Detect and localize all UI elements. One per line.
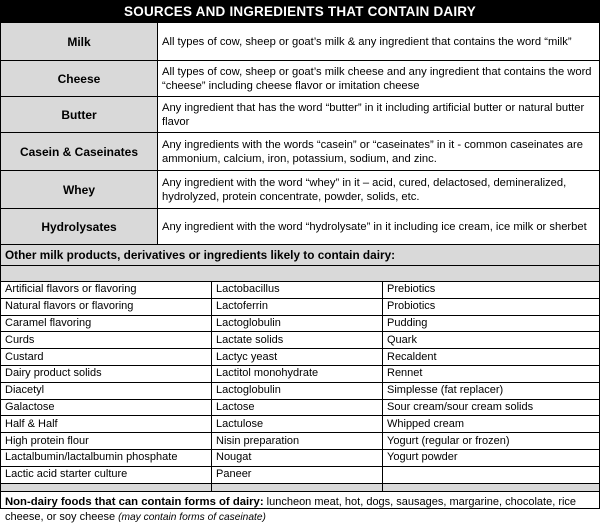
item-cell: Dairy product solids: [1, 365, 212, 382]
source-row: [1, 97, 599, 133]
item-row: [1, 365, 599, 382]
item-cell: Paneer: [212, 466, 383, 483]
item-row: [1, 349, 599, 366]
other-heading: Other milk products, derivatives or ingredients likely to contain dairy:: [1, 245, 599, 266]
item-cell: Prebiotics: [383, 282, 600, 298]
other-items-table: [1, 282, 599, 492]
item-cell: Lactoglobulin: [212, 315, 383, 332]
item-row: [1, 298, 599, 315]
page-title: SOURCES AND INGREDIENTS THAT CONTAIN DAIRY: [1, 1, 599, 23]
item-cell: High protein flour: [1, 433, 212, 450]
item-cell: Caramel flavoring: [1, 315, 212, 332]
item-cell: Artificial flavors or flavoring: [1, 282, 212, 298]
source-name: Milk: [1, 23, 158, 61]
item-cell: Curds: [1, 332, 212, 349]
source-row: [1, 171, 599, 209]
separator-cell: [212, 483, 383, 491]
spacer-row: [1, 266, 599, 282]
item-row: [1, 315, 599, 332]
item-cell: Half & Half: [1, 416, 212, 433]
source-description: All types of cow, sheep or goat’s milk cheese and any ingredient that contains the word “cheese” including cheese flavor or imitation cheese: [158, 61, 600, 97]
source-name: Casein & Caseinates: [1, 133, 158, 171]
item-cell: Diacetyl: [1, 382, 212, 399]
item-row: [1, 382, 599, 399]
item-cell: Lactate solids: [212, 332, 383, 349]
source-name: Cheese: [1, 61, 158, 97]
item-row: [1, 332, 599, 349]
item-cell: Lactitol monohydrate: [212, 365, 383, 382]
item-row: [1, 416, 599, 433]
item-row: [1, 399, 599, 416]
item-cell: Pudding: [383, 315, 600, 332]
item-row: [1, 433, 599, 450]
item-cell: Natural flavors or flavoring: [1, 298, 212, 315]
source-name: Whey: [1, 171, 158, 209]
separator-cell: [383, 483, 600, 491]
source-description: Any ingredient with the word “hydrolysate” in it including ice cream, ice milk or sherbet: [158, 209, 600, 245]
item-cell: Lactulose: [212, 416, 383, 433]
nondairy-caveat: (may contain forms of caseinate): [118, 511, 266, 523]
item-cell: Simplesse (fat replacer): [383, 382, 600, 399]
item-cell: Lactyc yeast: [212, 349, 383, 366]
item-row: [1, 282, 599, 298]
item-cell: Nougat: [212, 449, 383, 466]
separator-cell: [1, 483, 212, 491]
source-description: All types of cow, sheep or goat’s milk & any ingredient that contains the word “milk”: [158, 23, 600, 61]
item-cell: Lactalbumin/lactalbumin phosphate: [1, 449, 212, 466]
nondairy-text: luncheon meat, hot, dogs, sausages, margarine, chocolate, rice cheese, or soy cheese: [5, 495, 577, 523]
item-cell: Lactose: [212, 399, 383, 416]
item-cell: Quark: [383, 332, 600, 349]
source-row: [1, 61, 599, 97]
source-description: Any ingredients with the words “casein” or “caseinates” in it - common caseinates are ammonium, calcium, iron, potassium, sodium, and zinc.: [158, 133, 600, 171]
source-name: Butter: [1, 97, 158, 133]
source-row: [1, 133, 599, 171]
item-cell: Sour cream/sour cream solids: [383, 399, 600, 416]
item-cell: Lactoglobulin: [212, 382, 383, 399]
nondairy-label: Non-dairy foods that can contain forms of dairy:: [5, 495, 264, 508]
item-cell: Rennet: [383, 365, 600, 382]
source-description: Any ingredient with the word “whey” in it – acid, cured, delactosed, demineralized, hydrolyzed, protein concentrate, powder, solids, etc.: [158, 171, 600, 209]
item-cell: [383, 466, 600, 483]
item-cell: Custard: [1, 349, 212, 366]
source-row: [1, 209, 599, 245]
item-cell: Galactose: [1, 399, 212, 416]
item-row: [1, 466, 599, 483]
sources-table: [1, 23, 599, 245]
item-cell: Lactoferrin: [212, 298, 383, 315]
source-description: Any ingredient that has the word “butter” in it including artificial butter or natural butter flavor: [158, 97, 600, 133]
item-cell: Lactobacillus: [212, 282, 383, 298]
source-row: [1, 23, 599, 61]
source-name: Hydrolysates: [1, 209, 158, 245]
separator-row: [1, 483, 599, 491]
item-cell: Yogurt powder: [383, 449, 600, 466]
item-cell: Yogurt (regular or frozen): [383, 433, 600, 450]
item-cell: Probiotics: [383, 298, 600, 315]
item-cell: Whipped cream: [383, 416, 600, 433]
nondairy-note: [1, 492, 599, 525]
item-cell: Recaldent: [383, 349, 600, 366]
item-row: [1, 449, 599, 466]
item-cell: Nisin preparation: [212, 433, 383, 450]
item-cell: Lactic acid starter culture: [1, 466, 212, 483]
